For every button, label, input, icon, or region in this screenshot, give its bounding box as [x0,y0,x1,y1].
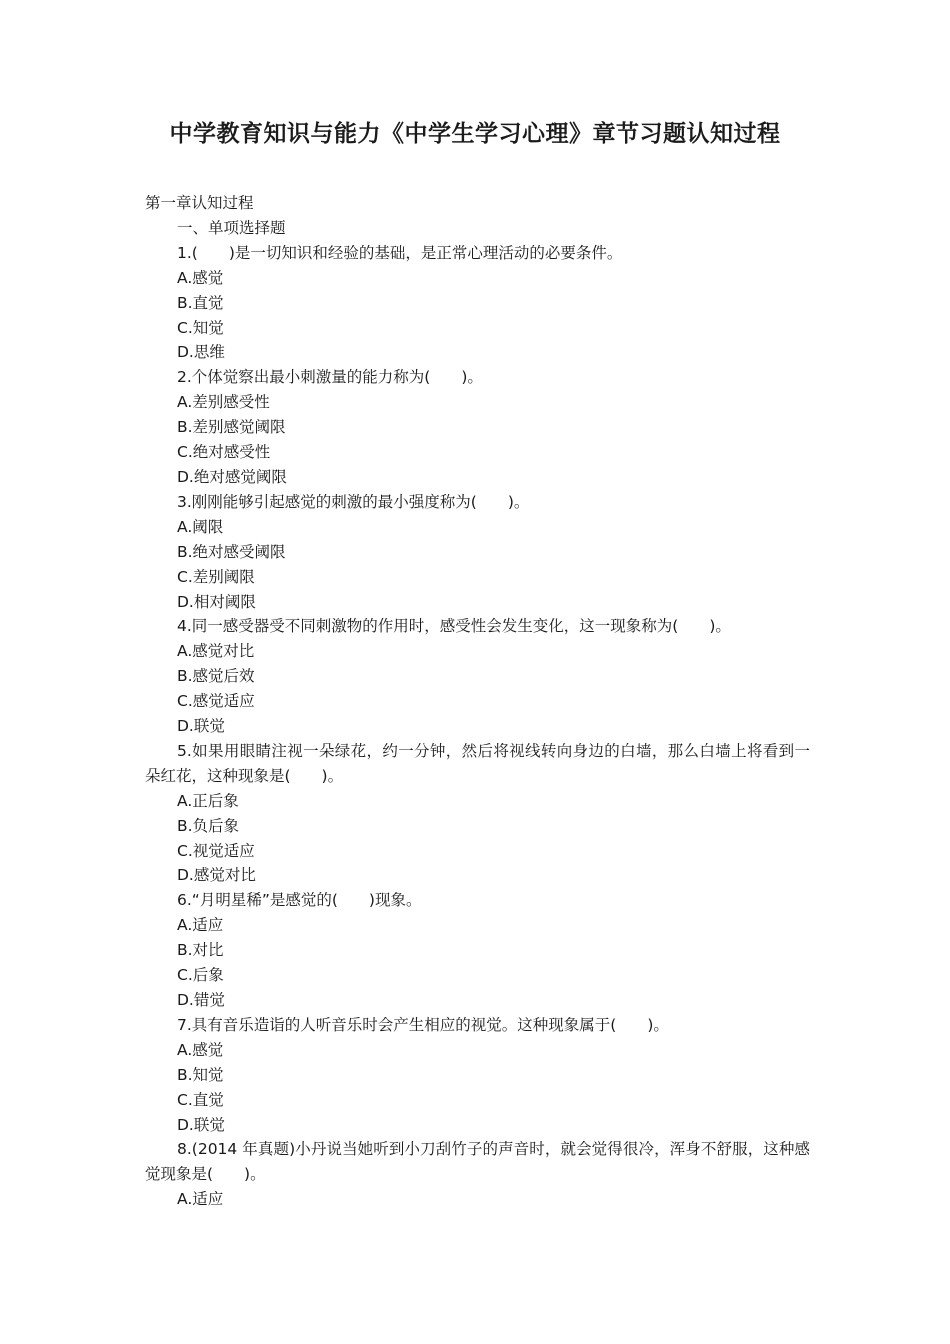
question-3 [145,490,810,615]
question-stem: 3.刚刚能够引起感觉的刺激的最小强度称为( )。 [177,492,530,511]
option-d: D.感觉对比 [177,866,256,885]
option-a: A.感觉 [177,1040,224,1059]
option-c: C.绝对感受性 [177,443,271,462]
option-b: B.差别感觉阈限 [177,418,286,437]
option-c: C.直觉 [177,1090,224,1109]
question-stem: 5.如果用眼睛注视一朵绿花，约一分钟，然后将视线转向身边的白墙，那么白墙上将看到一朵红花，这种现象是( )。 [145,741,810,785]
question-4 [145,614,810,739]
option-b: B.感觉后效 [177,667,255,686]
option-c: C.后象 [177,966,224,985]
question-7 [145,1013,810,1138]
question-stem: 4.同一感受器受不同刺激物的作用时，感受性会发生变化，这一现象称为( )。 [177,617,731,636]
option-a: A.阈限 [177,517,224,536]
section-heading: 一、单项选择题 [177,218,286,237]
question-6 [145,888,810,1013]
option-a: A.感觉 [177,268,224,287]
question-stem: 7.具有音乐造诣的人听音乐时会产生相应的视觉。这种现象属于( )。 [177,1015,669,1034]
option-a: A.差别感受性 [177,393,270,412]
option-b: B.绝对感受阈限 [177,542,286,561]
option-d: D.错觉 [177,991,225,1009]
option-a: A.适应 [177,916,224,935]
option-b: B.负后象 [177,816,240,835]
question-1 [145,241,810,366]
question-2 [145,365,810,490]
question-stem: 2.个体觉察出最小刺激量的能力称为( )。 [177,368,483,387]
option-d: D.绝对感觉阈限 [177,467,287,486]
option-a: A.感觉对比 [177,642,255,661]
option-a: A.适应 [177,1190,224,1209]
option-b: B.直觉 [177,293,224,312]
question-8 [145,1137,810,1212]
option-b: B.对比 [177,941,224,960]
option-c: C.视觉适应 [177,841,255,860]
question-5 [145,739,810,888]
option-a: A.正后象 [177,791,239,810]
option-b: B.知觉 [177,1065,224,1084]
option-d: D.思维 [177,343,225,362]
option-d: D.相对阈限 [177,592,256,611]
option-c: C.感觉适应 [177,692,255,711]
document-title: 中学教育知识与能力《中学生学习心理》章节习题认知过程 [169,121,781,147]
question-stem: 8.(2014 年真题)小丹说当她听到小刀刮竹子的声音时，就会觉得很冷，浑身不舒服，这种感觉现象是( )。 [145,1140,810,1184]
option-c: C.知觉 [177,318,224,337]
option-d: D.联觉 [177,1115,225,1134]
question-stem: 6.“月明星稀”是感觉的( )现象。 [177,891,422,910]
question-stem: 1.( )是一切知识和经验的基础，是正常心理活动的必要条件。 [177,243,623,262]
document-body [145,191,810,1212]
option-c: C.差别阈限 [177,567,255,586]
chapter-heading: 第一章认知过程 [145,194,254,212]
option-d: D.联觉 [177,717,225,736]
